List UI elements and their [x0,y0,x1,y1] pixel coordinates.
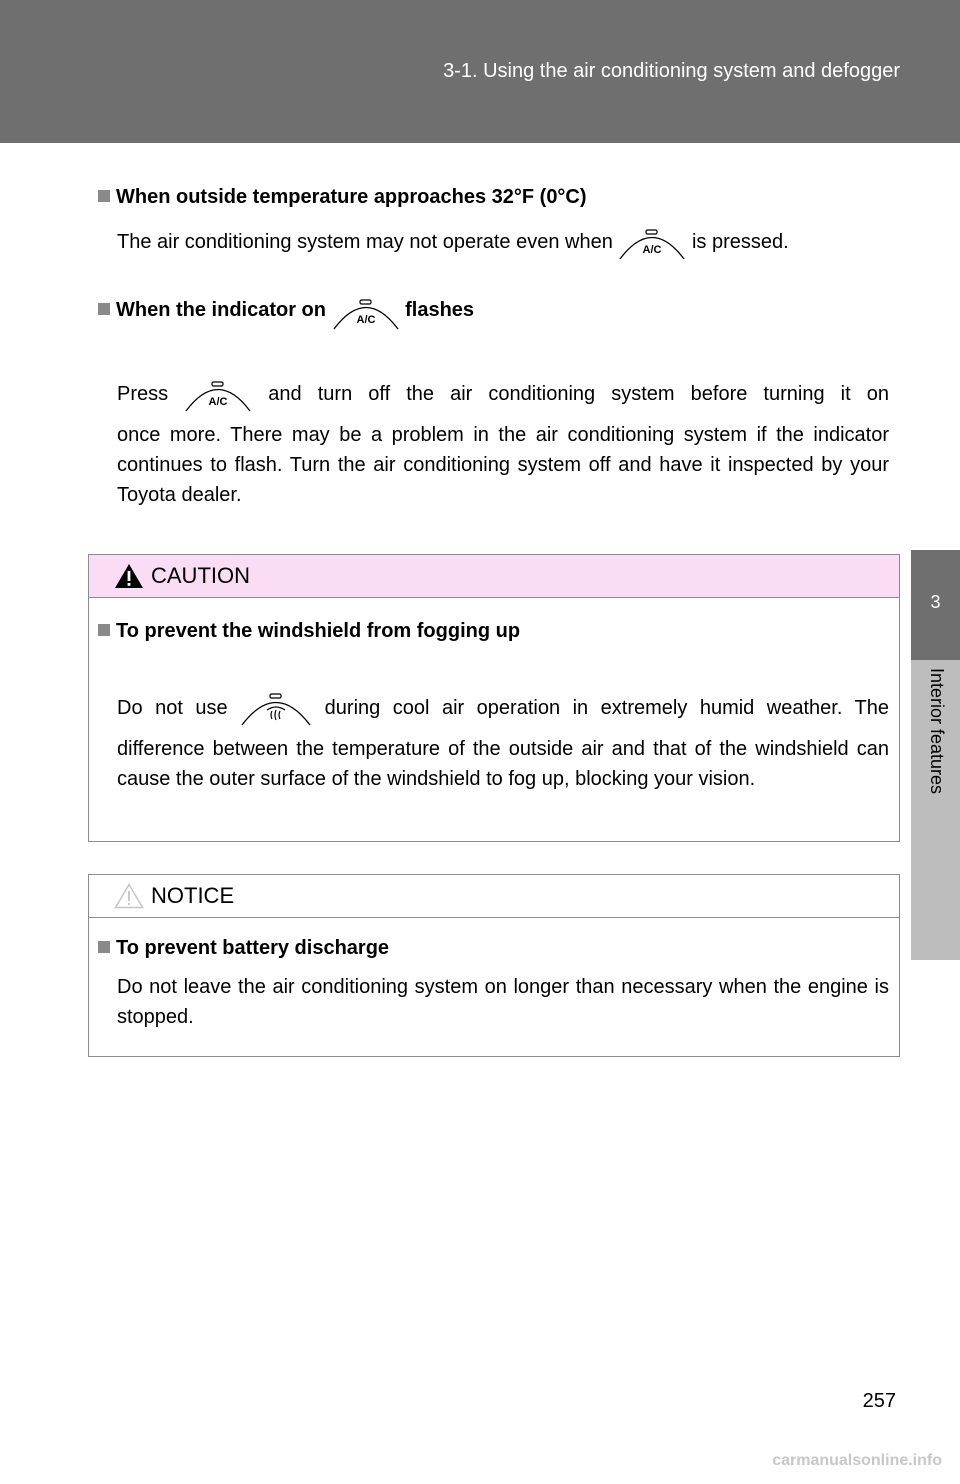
ac-button-icon [618,222,686,260]
para-fogging-detail: difference between the temperature of the outside air and that of the windshield can cause the outer surface of the windshield to fog up, blocking your vision. [117,738,889,790]
chapter-number: 3 [930,592,941,612]
caution-title: CAUTION [151,563,250,588]
warning-triangle-icon [114,563,144,589]
page-number: 257 [862,1390,896,1412]
para-battery-detail: Do not leave the air conditioning system on longer than necessary when the engine is stopped. [117,976,889,1028]
square-bullet-icon [98,941,110,953]
ac-button-icon [332,292,400,330]
heading-outside-temp: When outside temperature approaches 32°F (0°C) [98,186,587,209]
square-bullet-icon [98,190,110,202]
notice-title: NOTICE [151,883,235,908]
heading-fogging: To prevent the windshield from fogging up [98,620,520,643]
svg-text:A/C: A/C [642,244,662,256]
notice-header [89,875,899,918]
section-title: 3-1. Using the air conditioning system and defogger [443,60,900,82]
ac-button-icon [184,374,252,412]
page-header [0,0,960,143]
square-bullet-icon [98,624,110,636]
square-bullet-icon [98,303,110,315]
defroster-button-icon [240,688,312,726]
heading-battery: To prevent battery discharge [98,937,389,960]
para-do-not-use: Do not use during cool air operation in extremely humid weather. The [117,688,889,726]
notice-triangle-icon [114,883,144,909]
chapter-tab [911,550,960,660]
para-press-ac: Press A/C and turn off the air conditioning system before turning it on [117,374,889,412]
para-outside-temp: The air conditioning system may not operate even when A/C is pressed. [117,222,889,260]
para-indicator-detail: once more. There may be a problem in the air conditioning system if the indicator continues to flash. Turn the air conditioning system off and have it inspected by your Toyota dealer. [117,424,889,506]
chapter-label: Interior features [927,668,947,795]
caution-header [89,555,899,598]
svg-text:A/C: A/C [356,314,376,326]
chapter-strip [911,660,960,960]
heading-indicator-flashes: When the indicator on A/C flashes [98,292,474,330]
svg-text:A/C: A/C [208,396,228,408]
watermark: carmanualsonline.info [772,1452,942,1469]
